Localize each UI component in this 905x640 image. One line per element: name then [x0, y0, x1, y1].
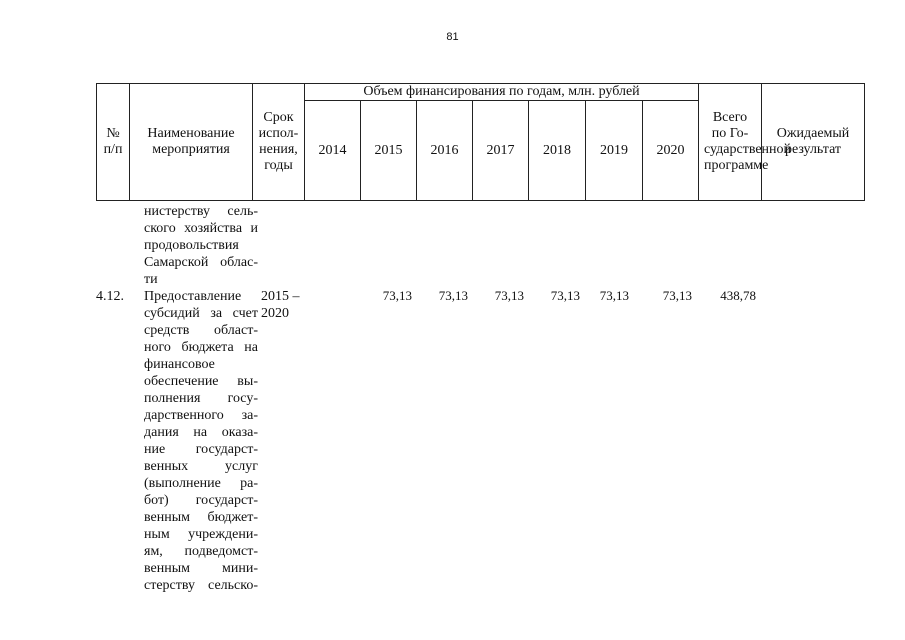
row-name — [144, 288, 258, 594]
page-number: 81 — [446, 31, 459, 43]
header-year-2016 — [416, 100, 473, 201]
value-total: 438,78 — [720, 288, 756, 303]
continuation-text — [144, 203, 258, 288]
year-label: 2019 — [600, 142, 628, 158]
header-funding-label: Объем финансирования по годам, млн. рублей — [363, 84, 640, 99]
text-line: бот) государст- — [144, 493, 258, 508]
header-year-2015 — [360, 100, 417, 201]
text-line: ным учреждени- — [144, 527, 258, 542]
header-year-2018 — [528, 100, 586, 201]
text-line: венным бюджет- — [144, 510, 258, 525]
header-name-label: Наименование мероприятия — [147, 126, 235, 157]
text-line: финансовое — [144, 357, 215, 372]
text-line: ского хозяйства и — [144, 221, 258, 236]
value-2017: 73,13 — [494, 288, 524, 303]
value-2019: 73,13 — [599, 288, 629, 303]
header-year-2020 — [642, 100, 699, 201]
header-year-2019 — [585, 100, 643, 201]
value-2015: 73,13 — [382, 288, 412, 303]
header-result — [761, 83, 865, 201]
year-label: 2020 — [656, 142, 685, 158]
text-line: Предоставление — [144, 289, 242, 304]
text-line: дания на оказа- — [144, 425, 258, 440]
text-line: ние государст- — [144, 442, 258, 457]
header-year-2017 — [472, 100, 529, 201]
text-line: Самарской облас- — [144, 255, 258, 270]
year-label: 2014 — [318, 142, 347, 158]
text-line: 2015 – — [261, 289, 300, 304]
text-line: субсидий за счет — [144, 306, 258, 321]
text-line: (выполнение ра- — [144, 476, 258, 491]
header-term-label: Срок испол-нения, годы — [258, 110, 299, 173]
year-label: 2018 — [543, 142, 571, 158]
year-label: 2016 — [430, 142, 459, 158]
value-2018: 73,13 — [550, 288, 580, 303]
value-2016: 73,13 — [438, 288, 468, 303]
header-funding — [304, 83, 699, 101]
row-term — [261, 288, 300, 322]
text-line: ям, подведомст- — [144, 544, 258, 559]
text-line: нистерству сель- — [144, 204, 258, 219]
header-total-label: Всего по Го-сударственной программе — [704, 110, 792, 173]
header-name — [129, 83, 253, 201]
text-line: венных услуг — [144, 459, 258, 474]
text-line: продовольствия — [144, 238, 239, 253]
header-year-2014 — [304, 100, 361, 201]
row-number: 4.12. — [96, 289, 124, 304]
header-term — [252, 83, 305, 201]
header-total — [698, 83, 792, 201]
text-line: средств област- — [144, 323, 258, 338]
value-2020: 73,13 — [662, 288, 692, 303]
text-line: полнения госу- — [144, 391, 258, 406]
text-line: дарственного за- — [144, 408, 258, 423]
text-line: ного бюджета на — [144, 340, 258, 355]
text-line: стерству сельско- — [144, 578, 258, 593]
text-line: 2020 — [261, 306, 289, 321]
year-label: 2017 — [486, 142, 515, 158]
header-num-label: № п/п — [103, 126, 123, 157]
year-label: 2015 — [374, 142, 403, 158]
text-line: обеспечение вы- — [144, 374, 258, 389]
header-result-label: Ожидаемый результат — [776, 126, 850, 157]
text-line: венным мини- — [144, 561, 258, 576]
header-num — [96, 83, 130, 201]
text-line: ти — [144, 272, 158, 287]
